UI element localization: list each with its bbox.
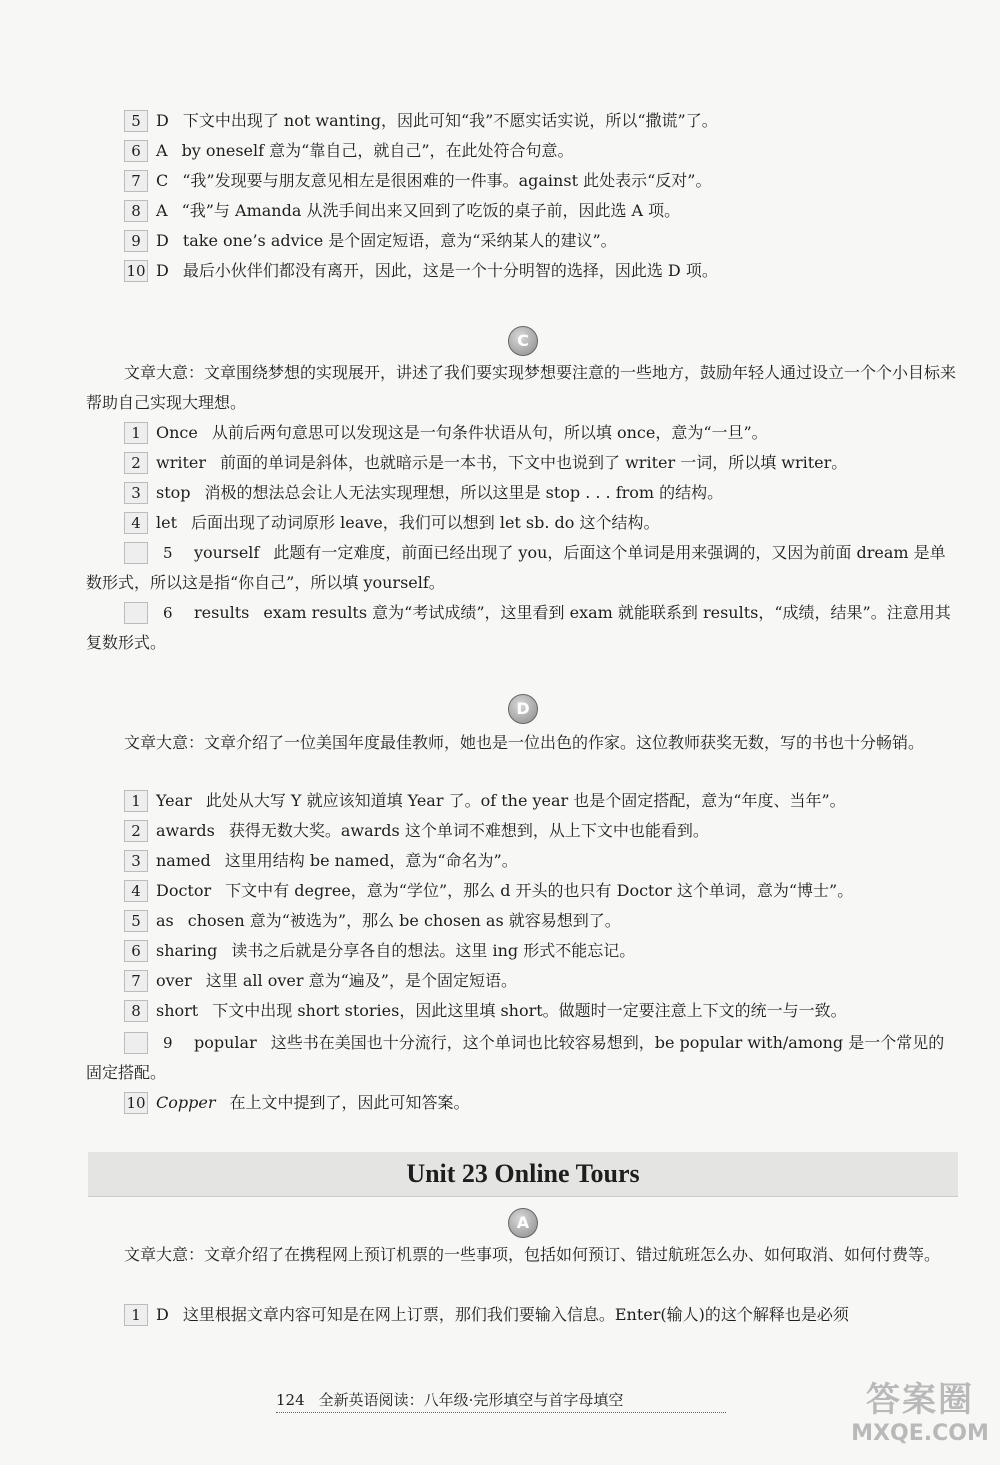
answer-item <box>124 936 958 966</box>
item-explanation: 最后小伙伴们都没有离开，因此，这是一个十分明智的选择，因此选 D 项。 <box>182 261 718 280</box>
book-title: 全新英语阅读：八年级·完形填空与首字母填空 <box>318 1391 624 1409</box>
item-explanation: exam results 意为“考试成绩”，这里看到 exam 就能联系到 results，“成绩，结果”。注意用其复数形式。 <box>86 603 951 652</box>
answer-item <box>124 196 958 226</box>
item-answer: D <box>156 231 169 250</box>
item-answer: C <box>156 171 169 190</box>
item-number: 2 <box>124 452 148 474</box>
item-number: 1 <box>124 790 148 812</box>
answer-item <box>124 786 958 816</box>
answer-item <box>124 876 958 906</box>
item-number: 8 <box>124 1000 148 1022</box>
item-number: 4 <box>124 880 148 902</box>
item-number: 9 <box>124 230 148 252</box>
item-explanation: 获得无数大奖。awards 这个单词不难想到，从上下文中也能看到。 <box>228 821 709 840</box>
item-number: 4 <box>124 512 148 534</box>
item-number: 1 <box>124 422 148 444</box>
item-answer: Once <box>156 423 198 442</box>
item-explanation: “我”与 Amanda 从洗手间出来又回到了吃饭的桌子前，因此选 A 项。 <box>181 201 681 220</box>
section-d-badge: D <box>508 694 538 724</box>
item-explanation: take one’s advice 是个固定短语，意为“采纳某人的建议”。 <box>182 231 617 250</box>
item-number: 3 <box>124 850 148 872</box>
item-number: 10 <box>124 1092 148 1114</box>
item-explanation: chosen 意为“被选为”，那么 be chosen as 就容易想到了。 <box>187 911 621 930</box>
item-explanation: 此题有一定难度，前面已经出现了 you，后面这个单词是用来强调的，又因为前面 dream 是单数形式，所以这是指“你自己”，所以填 yourself。 <box>86 543 946 592</box>
item-answer: writer <box>156 453 207 472</box>
unit-section-a-summary: 文章大意：文章介绍了在携程网上预订机票的一些事项，包括如何预订、错过航班怎么办、如何取消、如何付费等。 <box>124 1245 941 1264</box>
item-answer: Copper <box>156 1093 216 1112</box>
item-explanation: 消极的想法总会让人无法实现理想，所以这里是 stop . . . from 的结构。 <box>204 483 724 502</box>
item-number: 10 <box>124 260 148 282</box>
item-explanation: 读书之后就是分享各自的想法。这里 ing 形式不能忘记。 <box>231 941 636 960</box>
answer-item <box>124 1088 958 1118</box>
item-explanation: 下文中出现了 not wanting，因此可知“我”不愿实话实说，所以“撒谎”了。 <box>182 111 718 130</box>
item-answer: as <box>156 911 174 930</box>
answer-item <box>86 1028 958 1088</box>
section-c-badge: C <box>508 326 538 356</box>
answer-item <box>124 508 958 538</box>
answer-item <box>124 816 958 846</box>
page-footer <box>276 1388 726 1413</box>
section-c-summary: 文章大意：文章围绕梦想的实现展开，讲述了我们要实现梦想要注意的一些地方，鼓励年轻人通过设立一个个小目标来帮助自己实现大理想。 <box>86 363 957 412</box>
item-explanation: 这些书在美国也十分流行，这个单词也比较容易想到，be popular with/among 是一个常见的固定搭配。 <box>86 1033 945 1082</box>
item-answer: A <box>156 201 168 220</box>
answer-item <box>124 256 958 286</box>
answer-item <box>124 996 958 1026</box>
item-explanation: 从前后两句意思可以发现这是一句条件状语从句，所以填 once，意为“一旦”。 <box>211 423 768 442</box>
item-explanation: 前面的单词是斜体，也就暗示是一本书，下文中也说到了 writer 一词，所以填 writer。 <box>220 453 848 472</box>
answer-item <box>124 906 958 936</box>
answer-item <box>124 136 958 166</box>
item-answer: awards <box>156 821 215 840</box>
item-answer: popular <box>194 1033 257 1052</box>
answer-item <box>124 448 958 478</box>
item-number: 5 <box>124 910 148 932</box>
answer-item <box>124 226 958 256</box>
item-answer: results <box>194 603 250 622</box>
item-explanation: 后面出现了动词原形 leave，我们可以想到 let sb. do 这个结构。 <box>191 513 660 532</box>
item-answer: stop <box>156 483 191 502</box>
item-explanation: by oneself 意为“靠自己，就自己”，在此处符合句意。 <box>181 141 574 160</box>
item-answer: Year <box>156 791 192 810</box>
item-number: 2 <box>124 820 148 842</box>
unit-answer-item <box>124 1300 958 1330</box>
item-number: 1 <box>124 1304 148 1326</box>
item-explanation: 这里用结构 be named，意为“命名为”。 <box>224 851 518 870</box>
item-number: 5 <box>124 110 148 132</box>
item-number: 3 <box>124 482 148 504</box>
item-explanation: 下文中出现 short stories，因此这里填 short。做题时一定要注意上下文的统一与一致。 <box>212 1001 847 1020</box>
item-explanation: 这里 all over 意为“遍及”，是个固定短语。 <box>205 971 517 990</box>
item-explanation: 这里根据文章内容可知是在网上订票，那们我们要输入信息。Enter(输人)的这个解释也是必须 <box>182 1305 849 1324</box>
answer-item <box>86 538 958 598</box>
answer-item <box>86 598 958 658</box>
item-number: 9 <box>124 1032 148 1054</box>
item-answer: named <box>156 851 211 870</box>
item-number: 6 <box>124 140 148 162</box>
item-explanation: “我”发现要与朋友意见相左是很困难的一件事。against 此处表示“反对”。 <box>182 171 712 190</box>
section-d-summary: 文章大意：文章介绍了一位美国年度最佳教师，她也是一位出色的作家。这位教师获奖无数，写的书也十分畅销。 <box>124 733 925 752</box>
item-answer: D <box>156 111 169 130</box>
item-answer: D <box>156 1305 169 1324</box>
answer-item <box>124 478 958 508</box>
item-explanation: 此处从大写 Y 就应该知道填 Year 了。of the year 也是个固定搭配，意为“年度、当年”。 <box>205 791 846 810</box>
unit-title: Unit 23 Online Tours <box>88 1152 958 1197</box>
item-number: 5 <box>124 542 148 564</box>
watermark <box>850 1380 990 1448</box>
item-answer: D <box>156 261 169 280</box>
item-answer: over <box>156 971 192 990</box>
item-explanation: 下文中有 degree，意为“学位”，那么 d 开头的也只有 Doctor 这个单词，意为“博士”。 <box>225 881 854 900</box>
item-number: 6 <box>124 940 148 962</box>
answer-item <box>124 966 958 996</box>
answer-item <box>124 846 958 876</box>
answer-item <box>124 418 958 448</box>
watermark-logo: 答案圈 <box>866 1380 974 1420</box>
item-answer: short <box>156 1001 199 1020</box>
item-answer: Doctor <box>156 881 212 900</box>
unit-section-a-badge: A <box>508 1208 538 1238</box>
page-number: 124 <box>276 1391 305 1409</box>
watermark-url: MXQE.COM <box>851 1421 989 1446</box>
answer-item <box>124 106 958 136</box>
answer-item <box>124 166 958 196</box>
item-number: 6 <box>124 602 148 624</box>
item-answer: let <box>156 513 178 532</box>
item-number: 7 <box>124 170 148 192</box>
item-explanation: 在上文中提到了，因此可知答案。 <box>229 1093 470 1112</box>
item-number: 7 <box>124 970 148 992</box>
item-answer: yourself <box>194 543 260 562</box>
item-number: 8 <box>124 200 148 222</box>
item-answer: sharing <box>156 941 218 960</box>
item-answer: A <box>156 141 168 160</box>
